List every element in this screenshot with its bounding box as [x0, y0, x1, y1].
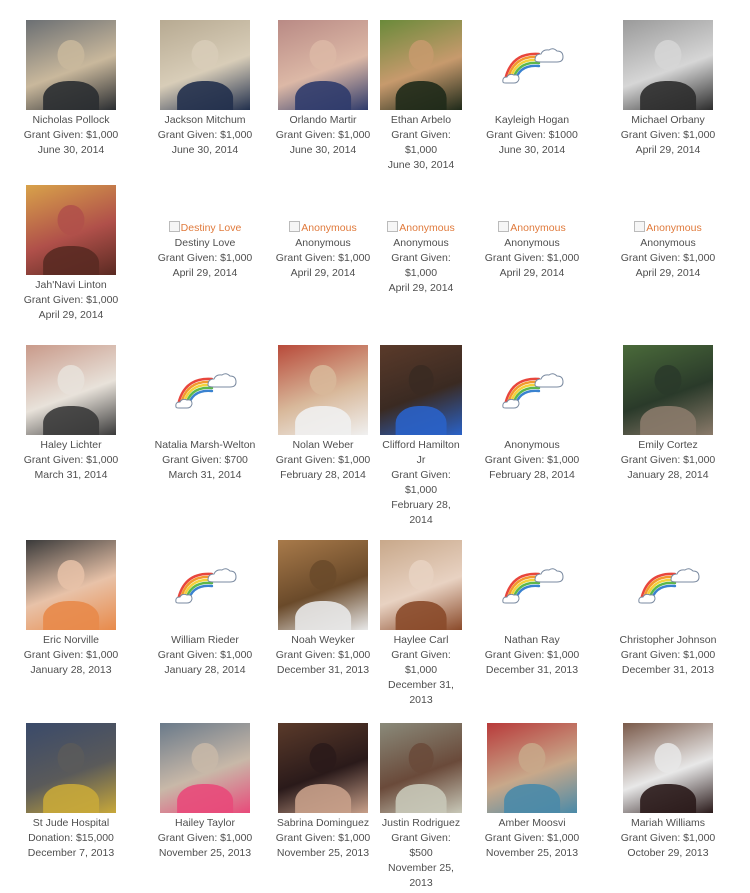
recipient-name: Justin Rodriguez: [381, 817, 461, 829]
recipient-name: Emily Cortez: [638, 439, 698, 451]
grant-date: June 30, 2014: [171, 144, 239, 156]
person-silhouette-icon: [655, 40, 682, 71]
recipient-card: [603, 345, 733, 483]
recipient-card: [145, 723, 265, 861]
grant-date: January 28, 2013: [30, 664, 112, 676]
recipient-name: St Jude Hospital: [32, 817, 110, 829]
grant-date: January 28, 2014: [627, 469, 709, 481]
recipient-photo: [380, 20, 462, 110]
grant-amount: Grant Given: $1,000: [484, 649, 580, 661]
recipient-card: [603, 185, 733, 281]
recipient-name: Clifford Hamilton Jr: [382, 439, 460, 466]
grant-amount: Grant Given: $700: [162, 454, 248, 466]
person-silhouette-icon: [58, 40, 85, 71]
grant-amount: Grant Given: $1,000: [391, 469, 451, 496]
recipient-photo: [160, 723, 250, 813]
recipient-photo: [26, 20, 116, 110]
recipient-card: [603, 723, 733, 861]
recipient-photo: [623, 20, 713, 110]
recipient-name: Christopher Johnson: [619, 634, 717, 646]
broken-image: Anonymous: [379, 221, 463, 236]
recipient-card: [11, 20, 131, 158]
grant-amount: Grant Given: $1,000: [275, 252, 371, 264]
recipient-name: Kayleigh Hogan: [494, 114, 570, 126]
recipient-name: Orlando Martir: [289, 114, 357, 126]
rainbow-icon: [497, 562, 567, 608]
grant-date: December 31, 2013: [485, 664, 579, 676]
recipient-name: Anonymous: [504, 237, 560, 249]
person-silhouette-icon: [192, 743, 219, 774]
grant-date: March 31, 2014: [34, 469, 108, 481]
grant-amount: Grant Given: $500: [391, 832, 451, 859]
grant-date: December 7, 2013: [27, 847, 115, 859]
grant-date: April 29, 2014: [172, 267, 238, 279]
recipient-card: [603, 20, 733, 158]
recipient-photo: [26, 723, 116, 813]
recipient-photo: [487, 723, 577, 813]
recipient-photo: [26, 345, 116, 435]
grant-date: December 31, 2013: [388, 679, 454, 706]
recipient-photo: [380, 540, 462, 630]
grant-date: November 25, 2013: [158, 847, 252, 859]
recipient-card: [472, 20, 592, 158]
grant-date: April 29, 2014: [388, 282, 454, 294]
recipient-photo: [278, 723, 368, 813]
grant-date: April 29, 2014: [635, 144, 701, 156]
grant-date: October 29, 2013: [627, 847, 709, 859]
person-silhouette-icon: [310, 40, 337, 71]
recipient-photo: [623, 723, 713, 813]
recipient-name: Haylee Carl: [393, 634, 449, 646]
grant-amount: Grant Given: $1,000: [391, 252, 451, 279]
grant-date: June 30, 2014: [289, 144, 357, 156]
rainbow-icon: [497, 367, 567, 413]
grant-amount: Grant Given: $1,000: [391, 649, 451, 676]
recipient-name: Hailey Taylor: [175, 817, 235, 829]
grant-date: March 31, 2014: [168, 469, 242, 481]
recipient-card: [379, 723, 463, 891]
grant-date: June 30, 2014: [387, 159, 455, 171]
recipient-photo: [278, 20, 368, 110]
grant-amount: Grant Given: $1000: [486, 129, 578, 141]
recipient-photo: [278, 345, 368, 435]
recipient-card: [263, 185, 383, 281]
grant-date: November 25, 2013: [485, 847, 579, 859]
recipient-card: [379, 20, 463, 173]
recipient-card: [379, 540, 463, 708]
broken-image: Anonymous: [263, 221, 383, 236]
recipient-photo: [26, 540, 116, 630]
recipient-name: Natalia Marsh-Welton: [154, 439, 256, 451]
grant-date: January 28, 2014: [164, 664, 246, 676]
grant-date: February 28, 2014: [391, 499, 451, 526]
rainbow-icon: [170, 367, 240, 413]
grant-amount: Donation: $15,000: [28, 832, 114, 844]
grant-date: December 31, 2013: [276, 664, 370, 676]
broken-image: Destiny Love: [145, 221, 265, 236]
recipient-card: [379, 345, 463, 528]
recipient-card: [11, 345, 131, 483]
recipient-name: Nicholas Pollock: [32, 114, 110, 126]
recipient-name: Mariah Williams: [630, 817, 706, 829]
person-silhouette-icon: [409, 365, 434, 396]
grant-amount: Grant Given: $1,000: [484, 832, 580, 844]
person-silhouette-icon: [409, 40, 434, 71]
grant-amount: Grant Given: $1,000: [23, 649, 119, 661]
recipient-card: [11, 185, 131, 323]
grant-amount: Grant Given: $1,000: [484, 252, 580, 264]
person-silhouette-icon: [310, 743, 337, 774]
recipient-name: Anonymous: [640, 237, 696, 249]
recipient-card: [603, 540, 733, 678]
recipient-name: Anonymous: [295, 237, 351, 249]
person-silhouette-icon: [519, 743, 546, 774]
person-silhouette-icon: [655, 365, 682, 396]
person-silhouette-icon: [409, 560, 434, 591]
grant-amount: Grant Given: $1,000: [23, 129, 119, 141]
person-silhouette-icon: [58, 205, 85, 236]
rainbow-icon: [497, 42, 567, 88]
person-silhouette-icon: [310, 560, 337, 591]
grant-amount: Grant Given: $1,000: [620, 649, 716, 661]
grant-date: April 29, 2014: [499, 267, 565, 279]
recipient-name: Amber Moosvi: [498, 817, 566, 829]
recipient-name: Destiny Love: [174, 237, 236, 249]
grant-date: November 25, 2013: [276, 847, 370, 859]
recipient-card: [379, 185, 463, 296]
grant-amount: Grant Given: $1,000: [157, 649, 253, 661]
person-silhouette-icon: [310, 365, 337, 396]
recipient-card: [145, 540, 265, 678]
recipient-card: [145, 185, 265, 281]
recipient-name: Anonymous: [393, 237, 449, 249]
recipient-card: [145, 20, 265, 158]
recipient-name: Sabrina Dominguez: [276, 817, 370, 829]
recipient-photo: [380, 723, 462, 813]
recipient-name: Ethan Arbelo: [390, 114, 452, 126]
grant-amount: Grant Given: $1,000: [620, 454, 716, 466]
recipient-name: Michael Orbany: [631, 114, 705, 126]
recipient-name: Nathan Ray: [504, 634, 560, 646]
grant-amount: Grant Given: $1,000: [23, 294, 119, 306]
recipient-card: [263, 20, 383, 158]
recipient-card: [472, 723, 592, 861]
grant-date: April 29, 2014: [290, 267, 356, 279]
broken-image: Anonymous: [472, 221, 592, 236]
recipient-card: [11, 723, 131, 861]
grant-amount: Grant Given: $1,000: [391, 129, 451, 156]
grant-amount: Grant Given: $1,000: [275, 649, 371, 661]
grant-amount: Grant Given: $1,000: [157, 252, 253, 264]
recipient-card: [263, 723, 383, 861]
recipient-photo: [380, 345, 462, 435]
grant-amount: Grant Given: $1,000: [275, 832, 371, 844]
grant-amount: Grant Given: $1,000: [620, 252, 716, 264]
rainbow-icon: [170, 562, 240, 608]
broken-image: Anonymous: [603, 221, 733, 236]
grant-amount: Grant Given: $1,000: [23, 454, 119, 466]
person-silhouette-icon: [58, 365, 85, 396]
recipient-photo: [26, 185, 116, 275]
grant-amount: Grant Given: $1,000: [275, 454, 371, 466]
grant-date: November 25, 2013: [388, 862, 454, 889]
recipient-photo: [160, 20, 250, 110]
recipient-card: [263, 540, 383, 678]
recipient-name: Noah Weyker: [291, 634, 355, 646]
recipient-name: Jackson Mitchum: [164, 114, 246, 126]
person-silhouette-icon: [655, 743, 682, 774]
grant-date: June 30, 2014: [498, 144, 566, 156]
grant-amount: Grant Given: $1,000: [157, 832, 253, 844]
recipient-name: Nolan Weber: [292, 439, 354, 451]
recipient-name: Anonymous: [504, 439, 560, 451]
recipient-card: [263, 345, 383, 483]
grant-amount: Grant Given: $1,000: [157, 129, 253, 141]
recipient-card: [472, 540, 592, 678]
grant-date: April 29, 2014: [635, 267, 701, 279]
recipient-photo: [278, 540, 368, 630]
recipient-card: [145, 345, 265, 483]
grant-amount: Grant Given: $1,000: [275, 129, 371, 141]
rainbow-icon: [633, 562, 703, 608]
grant-amount: Grant Given: $1,000: [484, 454, 580, 466]
recipient-name: Eric Norville: [42, 634, 99, 646]
grant-date: February 28, 2014: [280, 469, 366, 481]
recipient-name: Haley Lichter: [40, 439, 102, 451]
recipient-name: William Rieder: [171, 634, 239, 646]
recipient-name: Jah'Navi Linton: [35, 279, 107, 291]
grant-amount: Grant Given: $1,000: [620, 832, 716, 844]
person-silhouette-icon: [58, 560, 85, 591]
grant-date: April 29, 2014: [38, 309, 104, 321]
person-silhouette-icon: [409, 743, 434, 774]
recipient-card: [472, 345, 592, 483]
recipient-photo: [623, 345, 713, 435]
person-silhouette-icon: [58, 743, 85, 774]
grant-date: December 31, 2013: [621, 664, 715, 676]
grant-date: June 30, 2014: [37, 144, 105, 156]
recipient-card: [472, 185, 592, 281]
grant-date: February 28, 2014: [489, 469, 575, 481]
person-silhouette-icon: [192, 40, 219, 71]
recipient-card: [11, 540, 131, 678]
grant-amount: Grant Given: $1,000: [620, 129, 716, 141]
